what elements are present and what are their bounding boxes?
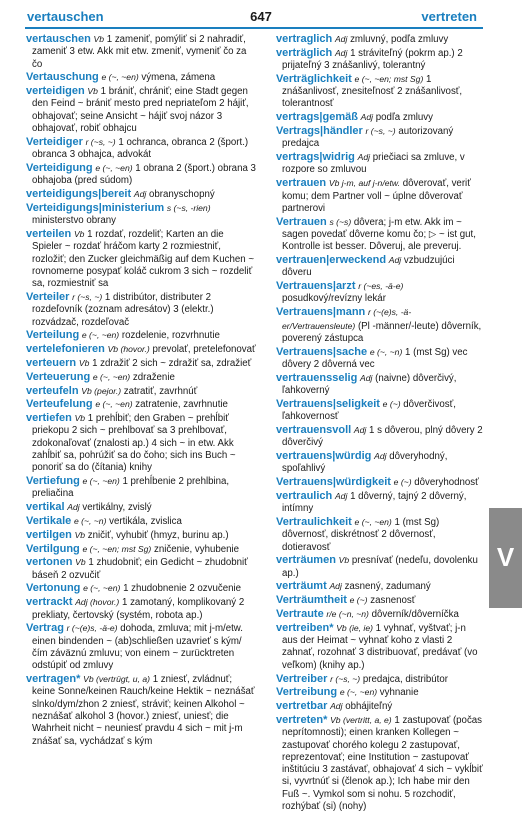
headword: Verteuerung <box>26 370 91 383</box>
headword: Vertrauens|mann <box>276 306 366 319</box>
grammar-info: Adj <box>360 372 373 383</box>
definition-text: dôveryhodnosť <box>414 477 479 489</box>
dictionary-entry <box>26 543 256 556</box>
dictionary-entry <box>26 556 256 582</box>
dictionary-entry <box>26 136 256 162</box>
dictionary-entry <box>276 346 484 372</box>
definition-text: rozdelenie, rozvrhnutie <box>121 330 220 342</box>
grammar-info: Vb <box>73 228 85 239</box>
definition-text: 1 zniesť, zvládnuť; keine Sonne/keinen Rauch/keine Hektik ~ neznášať slnko/dym/zhon 2 zniesť, stráviť; keinen Alkohol ~ neznášať alkohol 3 (hovor.) zniesť, uniesť; die Wahrheit nicht ~ neuniesť pravdu 4 sich ~ mit j-m znášať sa, vychádzať s kým <box>32 674 255 747</box>
dictionary-entry <box>276 686 484 699</box>
headword: vertelefonieren <box>26 343 105 356</box>
headword: vertraglich <box>276 33 333 45</box>
dictionary-entry <box>26 673 256 748</box>
dictionary-entry <box>26 622 256 672</box>
grammar-info: Adj <box>334 47 348 58</box>
dictionary-entry <box>276 424 484 450</box>
headword: Verträglichkeit <box>276 72 352 85</box>
headword: vertrauensvoll <box>276 423 352 436</box>
definition-text: 1 brániť, chrániť; eine Stadt gegen den Feind ~ brániť mesto pred nepriateľom 2 hájiť, obhajovať; seine Ansicht ~ hájiť svoj názor 3 obhajovať, robiť obhajcu <box>32 86 249 135</box>
grammar-info: Vb <box>338 555 350 566</box>
dictionary-entry <box>276 580 484 593</box>
headword: Vertauschung <box>26 71 99 84</box>
headword: Vertonung <box>26 582 81 595</box>
grammar-info: e (~, ~n) <box>73 515 107 526</box>
headword: vertragen* <box>26 673 81 686</box>
dictionary-entry <box>26 371 256 384</box>
headword: verträumen <box>276 554 336 567</box>
definition-text: výmena, zámena <box>141 72 216 84</box>
dictionary-entry <box>276 490 484 516</box>
grammar-info: e (~, ~en) <box>339 687 378 698</box>
headword: Vertrauen <box>276 215 327 228</box>
grammar-info: r/e (~n, ~n) <box>326 609 369 620</box>
definition-text: prevolať, pretelefonovať <box>152 344 256 356</box>
headword: vertrags|gemäß <box>276 111 358 124</box>
definition-text: 1 zdražiť 2 sich ~ zdražiť sa, zdražieť <box>92 357 252 369</box>
headword: Verträumtheit <box>276 594 347 607</box>
headword: Vertreiber <box>276 672 328 685</box>
headword: verteidigungs|bereit <box>26 188 132 201</box>
definition-text: 1 dôverný, tajný 2 dôverný, intímny <box>282 490 467 515</box>
headword: Vertraulichkeit <box>276 515 352 528</box>
grammar-info: e (~, ~en) <box>95 162 133 173</box>
definition-text: autorizovaný predajca <box>282 126 454 150</box>
dictionary-entry <box>26 162 256 188</box>
dictionary-entry <box>276 450 484 476</box>
dictionary-entry <box>26 475 256 501</box>
grammar-info: e (~, ~en) <box>81 330 120 341</box>
definition-text: dohoda, zmluva; mit j-m/etw. einen bindenden ~ (ab)schließen uzavrieť s kým/čím záväznú zmluvu; von einem ~ zurücktreten odstúpiť od zmluvy <box>32 623 243 672</box>
headword: verteufeln <box>26 384 79 397</box>
definition-text: zdraženie <box>132 371 175 383</box>
grammar-info: s (~s, -rien) <box>166 202 211 213</box>
grammar-info: Adj <box>374 451 387 461</box>
headword: verträumt <box>276 580 327 593</box>
headword: vertrauens|würdig <box>276 450 372 462</box>
dictionary-entry <box>26 228 256 290</box>
dictionary-entry <box>26 33 256 71</box>
headword: vertauschen <box>26 33 91 45</box>
definition-text: 1 (mst Sg) dôvernosť, diskrétnosť 2 dôvernosť, dotieravosť <box>282 516 440 553</box>
definition-text: vyhnanie <box>379 687 419 699</box>
definition-text: (naivne) dôverčivý, ľahkoverný <box>282 372 457 397</box>
headword: vertiefen <box>26 412 72 425</box>
dictionary-entry <box>26 329 256 342</box>
definition-text: podľa zmluvy <box>375 112 433 124</box>
headword: vertrauen <box>276 177 327 190</box>
headword: vertrauen|erweckend <box>276 254 387 267</box>
headword: Verteiler <box>26 290 70 303</box>
page-number: 647 <box>250 9 272 24</box>
headword: vertreten* <box>276 713 328 726</box>
dictionary-entry <box>276 177 484 215</box>
definition-text: dôvera; j-m etw. Akk im ~ sagen povedať dôverne komu čo; ▷ ~ ist gut, Kontrolle ist besser. Dôveruj, ale preveruj. <box>282 216 476 253</box>
dictionary-entry <box>276 608 484 621</box>
definition-text: 1 vyhnať, vyštvať; j-n aus der Heimat ~ vyhnať koho z vlasti 2 zahnať, rozohnať 3 distribuovať, predávať (vo veľkom) (knihy ap.) <box>282 622 478 671</box>
headword: Vertrauens|arzt <box>276 280 356 293</box>
grammar-info: e (~, ~en; mst Sg) <box>354 73 424 84</box>
grammar-info: r (~(e)s, -ä-e) <box>66 623 118 634</box>
grammar-info: r (~es, -ä-e) <box>358 281 404 292</box>
grammar-info: Vb <box>93 34 105 44</box>
headword: Vertreibung <box>276 686 338 699</box>
grammar-info: e (~, ~en; mst Sg) <box>82 543 152 554</box>
grammar-info: r (~(e)s, -ä-er/Vertrauensleute) <box>282 307 412 331</box>
grammar-info: Vb (hovor.) <box>107 344 150 355</box>
definition-text: 1 prehĺbenie 2 prehlbina, preliačina <box>32 476 230 500</box>
left-column <box>26 33 256 748</box>
definition-text: 1 prehĺbiť; den Graben ~ prehĺbiť priekopu 2 sich ~ prehlbovať sa 3 prehlbovať, zdokonaľovať (znalosti ap.) 4 sich ~ in etw. Akk zahĺbiť sa, pohrúžiť sa do čoho; sich ins Buch ~ ponoriť sa do (čítania) knihy <box>32 413 236 474</box>
headword: vertonen <box>26 556 73 569</box>
dictionary-entry <box>26 357 256 370</box>
headword: verteuern <box>26 356 77 369</box>
definition-text: presnívať (nedeľu, dovolenku ap.) <box>282 555 478 579</box>
dictionary-entry <box>276 714 484 813</box>
grammar-info: Adj <box>330 701 343 712</box>
grammar-info: Vb <box>74 529 86 540</box>
grammar-info: Adj <box>334 34 348 44</box>
definition-text: dôverčivosť, ľahkovernosť <box>282 398 456 423</box>
definition-text: predajca, distribútor <box>362 673 448 685</box>
headword: Verteidigung <box>26 161 93 174</box>
headword: Vertrags|händler <box>276 125 363 138</box>
dictionary-entry <box>276 33 484 46</box>
dictionary-entry <box>26 385 256 398</box>
headword: vertraulich <box>276 489 333 502</box>
definition-text: 1 stráviteľný (pokrm ap.) 2 prijateľný 3 znášanlivý, tolerantný <box>282 47 463 72</box>
headword: Verteilung <box>26 329 80 342</box>
grammar-info: Vb <box>75 557 86 568</box>
headword: Vertraute <box>276 608 324 621</box>
headword: Vertiefung <box>26 475 80 488</box>
dictionary-entry <box>276 476 484 489</box>
definition-text: vertikálny, zvislý <box>82 502 152 514</box>
grammar-info: s (~s) <box>329 216 352 227</box>
headword: Verteufelung <box>26 398 93 411</box>
grammar-info: Adj <box>360 112 374 123</box>
definition-text: 1 s dôverou, plný dôvery 2 dôverčivý <box>282 424 483 449</box>
thumb-index-tab <box>489 508 522 608</box>
grammar-info: Adj <box>67 502 80 513</box>
definition-text: 1 zamotaný, komplikovaný 2 prekliaty, čertovský (systém, robota ap.) <box>32 597 245 621</box>
definition-text: 1 obrana 2 (šport.) obrana 3 obhajoba (pred súdom) <box>32 162 256 187</box>
dictionary-entry <box>26 398 256 411</box>
definition-text: vertikála, zvislica <box>109 515 182 527</box>
grammar-info: Vb (pejor.) <box>81 385 122 396</box>
headword: Vertikale <box>26 514 72 527</box>
grammar-info: Vb (vertritt, a, e) <box>330 714 392 725</box>
grammar-info: e (~) <box>382 398 401 409</box>
dictionary-entry <box>276 216 484 254</box>
headword: verteidigen <box>26 85 85 98</box>
grammar-info: Adj <box>388 255 402 266</box>
dictionary-entry <box>276 111 484 124</box>
headword: Vertrauens|seligkeit <box>276 397 380 410</box>
dictionary-entry <box>276 594 484 607</box>
grammar-info: Vb <box>87 86 98 97</box>
grammar-info: Adj (hovor.) <box>75 597 120 608</box>
grammar-info: Vb j-m, auf j-n/etw. <box>328 178 401 189</box>
dictionary-entry <box>276 47 484 73</box>
definition-text: zatratenie, zavrhnutie <box>135 399 228 411</box>
definition-text: 1 rozdať, rozdeliť; Karten an die Spieler ~ rozdať hráčom karty 2 rozmiestniť, rozložiť; den Zucker gleichmäßig auf dem Kuchen ~ rovnomerne posypať koláč cukrom 3 sich ~ rozdeliť sa, rozmiestniť sa <box>32 228 254 290</box>
dictionary-entry <box>26 596 256 622</box>
grammar-info: e (~, ~en) <box>92 371 131 382</box>
definition-text: dôverník/dôverníčka <box>371 609 459 621</box>
dictionary-entry <box>276 622 484 672</box>
dictionary-entry <box>26 188 256 201</box>
headword: vertrauensselig <box>276 371 358 384</box>
definition-text: posudkový/revízny lekár <box>282 293 386 305</box>
headword: Vertrauens|sache <box>276 345 368 358</box>
dictionary-entry <box>26 529 256 542</box>
headword: verträglich <box>276 46 333 59</box>
definition-text: zasnený, zadumaný <box>344 581 431 593</box>
dictionary-entry <box>26 71 256 84</box>
definition-text: zasnenosť <box>370 595 416 607</box>
headword: Vertrag <box>26 622 64 635</box>
headword: vertretbar <box>276 700 328 713</box>
headword: vertilgen <box>26 528 72 541</box>
definition-text: zatratiť, zavrhnúť <box>123 385 198 397</box>
definition-text: 1 zameniť, pomýliť si 2 nahradiť, zameniť 3 etw. Akk mit etw. zmeniť, vymeniť čo za čo <box>32 34 247 70</box>
grammar-info: Adj <box>133 189 147 200</box>
headword: vertikal <box>26 501 65 514</box>
definition-text: dôverovať, veriť komu; dem Partner voll ~ úplne dôverovať partnerovi <box>282 178 471 214</box>
grammar-info: Adj <box>334 490 348 501</box>
grammar-info: e (~, ~en) <box>82 476 120 487</box>
grammar-info: e (~) <box>349 595 368 606</box>
definition-text: dôveryhodný, spoľahlivý <box>282 451 448 475</box>
grammar-info: Adj <box>357 152 371 163</box>
headword: Verteidiger <box>26 135 83 148</box>
dictionary-entry <box>276 673 484 686</box>
grammar-info: e (~, ~en) <box>95 399 133 410</box>
grammar-info: r (~s, ~) <box>330 673 361 684</box>
definition-text: priečiaci sa zmluve, v rozpore so zmluvou <box>282 152 465 176</box>
definition-text: 1 zastupovať (počas neprítomnosti); einen kranken Kollegen ~ zastupovať chorého kolegu 2 zastupovať, reprezentovať; eine Institution ~ zastupovať inštitúciu 3 zastávať, obhajovať 4 sich ~ vykĺbiť si, vyvrtnúť si (členok ap.); Ich habe mir den Fuß ~. Vymkol som si nohu. 5 rozchodiť, rozhýbať (si) (nohy) <box>282 714 483 813</box>
dictionary-entry <box>276 372 484 398</box>
dictionary-entry <box>276 516 484 554</box>
dictionary-entry <box>276 73 484 111</box>
dictionary-entry <box>26 343 256 356</box>
dictionary-entry <box>276 151 484 177</box>
definition-text: (Pl -männer/-leute) dôverník, poverený zástupca <box>282 320 482 344</box>
definition-text: 1 distribútor, distributer 2 rozdeľovník (zoznam adresátov) 3 (elektr.) rozvádzač, rozdeľovač <box>32 291 214 328</box>
definition-text: obhájiteľný <box>345 701 393 713</box>
dictionary-entry <box>276 125 484 151</box>
definition-text: vzbudzujúci dôveru <box>282 255 455 279</box>
grammar-info: Adj <box>329 581 342 592</box>
grammar-info: e (~, ~en) <box>83 583 121 594</box>
headword: Vertilgung <box>26 542 80 555</box>
headword: vertrackt <box>26 596 73 609</box>
definition-text: 1 ochranca, obranca 2 (šport.) obranca 3 obhajca, advokát <box>32 136 249 161</box>
dictionary-entry <box>276 280 484 306</box>
grammar-info: e (~, ~en) <box>101 72 139 83</box>
grammar-info: e (~, ~n) <box>369 346 403 357</box>
page-header <box>0 6 522 28</box>
definition-text: ministerstvo obrany <box>32 215 116 227</box>
definition-text: zničiť, vyhubiť (hmyz, burinu ap.) <box>87 529 229 541</box>
dictionary-entry <box>26 85 256 135</box>
grammar-info: Vb (vertrügt, u, a) <box>83 674 150 685</box>
headword: vertreiben* <box>276 621 334 634</box>
headword: Verteidigungs|ministerium <box>26 201 165 214</box>
grammar-info: Vb <box>78 357 90 368</box>
definition-text: obranyschopný <box>148 189 215 201</box>
dictionary-entry <box>26 412 256 474</box>
dictionary-entry <box>26 202 256 228</box>
dictionary-entry <box>276 554 484 580</box>
definition-text: 1 zhudobnenie 2 ozvučenie <box>123 583 242 595</box>
definition-text: zničenie, vyhubenie <box>153 543 240 555</box>
grammar-info: r (~s, ~) <box>85 136 116 147</box>
dictionary-entry <box>276 700 484 713</box>
grammar-info: e (~) <box>393 477 412 488</box>
grammar-info: Adj <box>353 424 367 435</box>
dictionary-entry <box>276 398 484 424</box>
thumb-index-letter: V <box>496 542 515 572</box>
grammar-info: r (~s, ~) <box>365 126 396 137</box>
dictionary-entry <box>276 254 484 280</box>
grammar-info: e (~, ~en) <box>354 516 392 527</box>
definition-text: 1 znášanlivosť, znesiteľnosť 2 znášanlivosť, tolerantnosť <box>282 73 463 110</box>
definition-text: 1 (mst Sg) vec dôvery 2 dôverná vec <box>282 346 468 370</box>
grammar-info: Vb (ie, ie) <box>336 622 373 633</box>
headword: Vertrauens|würdigkeit <box>276 476 391 489</box>
headword: vertrags|widrig <box>276 151 355 164</box>
grammar-info: Vb <box>74 413 86 424</box>
right-guide-word: vertreten <box>421 9 477 24</box>
definition-text: zmluvný, podľa zmluvy <box>350 34 449 45</box>
grammar-info: r (~s, ~) <box>72 291 103 302</box>
right-column <box>276 33 484 814</box>
headword: verteilen <box>26 227 72 240</box>
dictionary-entry <box>26 582 256 595</box>
dictionary-entry <box>276 306 484 345</box>
dictionary-entry <box>26 501 256 514</box>
dictionary-entry <box>26 291 256 329</box>
dictionary-entry <box>26 515 256 528</box>
left-guide-word: vertauschen <box>27 9 104 24</box>
definition-text: 1 zhudobniť; ein Gedicht ~ zhudobniť báseň 2 ozvučiť <box>32 557 248 581</box>
header-rule <box>25 27 483 29</box>
